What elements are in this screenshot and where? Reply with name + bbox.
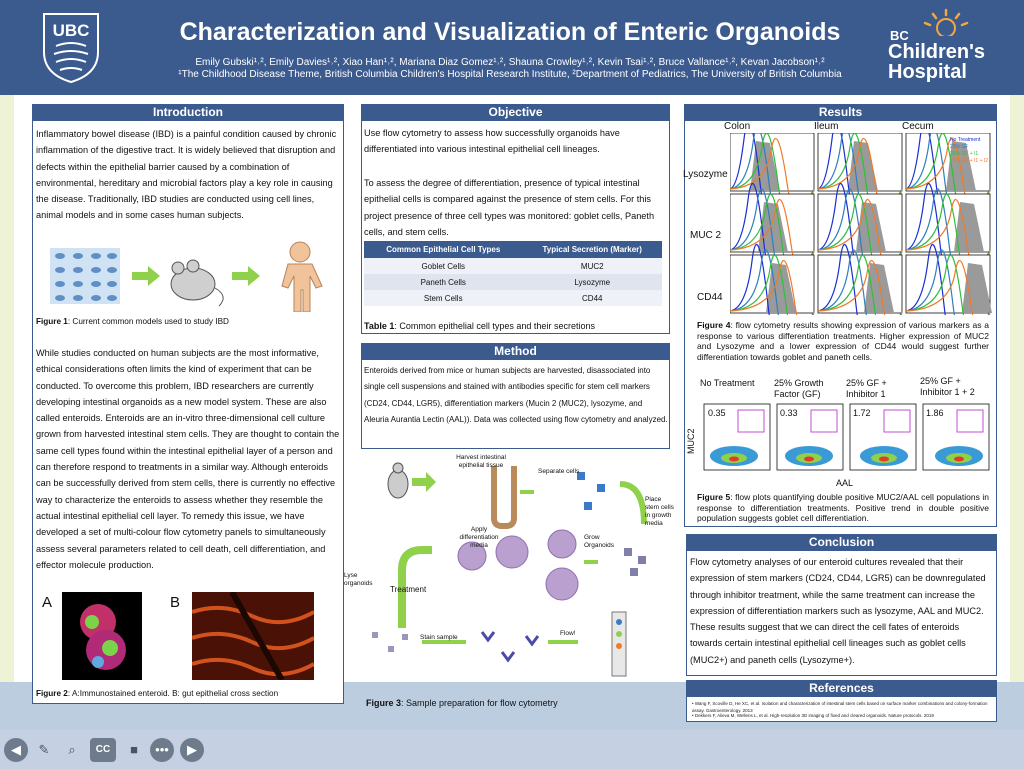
objective-para2: To assess the degree of differentiation, presence of typical intestinal epithelial cells is compared against the presence of stem cells. For this project presence of three cell types was monitored: goblet cells, Paneth cells, and stem cells. — [364, 178, 655, 237]
table-cell: CD44 — [523, 290, 663, 306]
step-lyse: Lyse organoids — [344, 572, 373, 587]
conclusion-heading: Conclusion — [686, 534, 997, 551]
figure3-label: Figure 3 — [366, 698, 402, 708]
figure4-caption-text: : flow cytometry results showing expression of various markers as a response to various differentiation treatments. Higher expression of MUC2 and Lysozyme and a lower expression of CD44 would suggest further differentiation towards goblet and paneth cells. — [697, 320, 989, 362]
childrens-label: Children's — [888, 41, 985, 63]
table-cell: Stem Cells — [364, 290, 523, 306]
figure2-caption-text: : A:Immunostained enteroid. B: gut epithelial cross section — [67, 689, 279, 698]
plot-value: 0.33 — [780, 408, 798, 418]
figure3-caption — [366, 698, 666, 709]
plot-title-no-treatment: No Treatment — [700, 378, 755, 388]
arrow-icon — [132, 266, 160, 286]
figure5-caption-text: : flow plots quantifying double positive MUC2/AAL cell populations in response to differentiation treatments. Positive trend in double positive population suggests goblet cell differentiation. — [697, 492, 990, 523]
closed-captions-button[interactable]: CC — [90, 738, 116, 762]
flow-density-peak — [954, 457, 964, 462]
hospital-label: Hospital — [888, 61, 967, 83]
ubc-logo — [42, 12, 100, 84]
video-icon[interactable]: ■ — [130, 742, 138, 757]
table-row — [364, 258, 662, 274]
table-cell: Paneth Cells — [364, 274, 523, 290]
legend-item: No Treatment — [950, 137, 981, 143]
human-icon — [282, 242, 322, 312]
table1-caption-text: : Common epithelial cell types and their secretions — [394, 321, 595, 331]
table-row — [364, 274, 662, 290]
table1-caption — [364, 321, 664, 332]
gut-epithelial-cross-section-image — [192, 592, 314, 680]
poster-header — [0, 0, 1024, 95]
step-place: Place stem cells in growth media — [645, 496, 674, 527]
svg-text:UBC: UBC — [52, 21, 90, 40]
introduction-para2: While studies conducted on human subjects are the most informative, ethical considerations often limits the kind of experiment that can be conducted. To overcome this problem, IBD researchers are currently developing intestinal organoids as a new model system. These are also called enteroids. Enteroids are an in-vitro three-dimensional cell culture grown from harvested intestinal stem cells. They are thought to contain the same cell types found within the intestinal epithelial layer of a person and can therefore respond to treatments in a similar way. Although enteroids can be successfully derived from stem cells, there is currently no effective way to characterize the enteroids to assess whether they resemble the actual intestinal epithelial cell layer. To remedy this issue, we have developed a set of multi-colour flow cytometry panels to simultaneously assess several parameters related to cell death, cell differentiation, and effector molecule production. — [36, 348, 340, 570]
flow-cytometer-icon — [612, 612, 626, 676]
step-treatment: Treatment — [390, 585, 427, 594]
column-label-ileum: Ileum — [814, 121, 839, 132]
objective-heading: Objective — [361, 104, 670, 121]
reference-item: • Dekkers F, Alieva M, Wellens L, et al. High-resolution 3D imaging of fixed and cleared organoids. Nature protocols. 2019 — [692, 713, 934, 718]
figure2-caption — [36, 688, 336, 699]
affiliations: ¹The Childhood Disease Theme, British Columbia Children's Hospital Research Institute, ²Department of Pediatrics, The University of British Columbia — [178, 69, 842, 80]
stem-cells-icon — [624, 548, 646, 576]
plot-title-gf: 25% Growth Factor (GF) — [774, 378, 824, 399]
figure3-caption-text: : Sample preparation for flow cytometry — [401, 698, 558, 708]
cell-types-table — [364, 241, 662, 306]
method-para: Enteroids derived from mice or human subjects are harvested, disassociated into single cell suspensions and stained with antibodies specific for stem cell markers (CD24, CD44, LGR5), differentiation markers (Mucin 2 (MUC2), lysozyme, and Aleuria Aurantia Lectin (AAL)). Data was collected using flow cytometry and analyzed. — [364, 366, 668, 424]
author-list: Emily Gubski¹˒², Emily Davies¹˒², Xiao Han¹˒², Mariana Diaz Gomez¹˒², Shauna Crowley¹˒², Kevin Tsai¹˒², Bruce Vallance¹˒², Kevan Jacobson¹˒² — [195, 57, 825, 68]
figure1-models-illustration — [48, 240, 338, 312]
stained-cells-icon — [482, 632, 538, 660]
bc-childrens-logo — [880, 8, 1000, 88]
table-row — [364, 290, 662, 306]
table1-label: Table 1 — [364, 321, 395, 331]
introduction-heading: Introduction — [32, 104, 344, 121]
flow-density-peak — [879, 457, 889, 462]
flow-density-peak — [729, 457, 739, 462]
figure2-label: Figure 2 — [36, 689, 68, 698]
figure4-caption — [697, 320, 989, 362]
reference-item: • Wang F, Scoville D, He XC, et al. Isolation and characterization of intestinal stem cells based on surface marker combinations and colony-formation assay. Gastroenterology. 2013 — [692, 701, 988, 713]
figure1-caption-text: : Current common models used to study IBD — [67, 317, 229, 326]
step-grow: Grow Organoids — [584, 534, 614, 549]
poster-title: Characterization and Visualization of Enteric Organoids — [179, 18, 841, 46]
plot-value: 1.86 — [926, 408, 944, 418]
table-cell: Lysozyme — [523, 274, 663, 290]
row-label-lysozyme: Lysozyme — [683, 169, 728, 180]
legend-item: 25% GF + I1 + I2 — [950, 158, 989, 164]
zoom-icon[interactable]: ⌕ — [68, 742, 76, 757]
objective-para1: Use flow cytometry to assess how successfully organoids have differentiated into various intestinal epithelial cell lineages. — [364, 128, 620, 155]
figure5-label: Figure 5 — [697, 492, 731, 502]
forward-icon[interactable]: ▶ — [180, 738, 204, 762]
figure5-caption — [697, 492, 989, 524]
right-margin-strip — [1010, 95, 1024, 730]
mouse-icon — [388, 463, 408, 498]
panel-b-label: B — [170, 594, 181, 611]
method-heading: Method — [361, 343, 670, 360]
arrow-icon — [620, 484, 644, 524]
row-label-muc2: MUC 2 — [690, 230, 722, 241]
plot-title-gf-i1: 25% GF + Inhibitor 1 — [846, 378, 887, 399]
column-label-colon: Colon — [724, 121, 751, 132]
results-heading: Results — [684, 104, 997, 121]
legend-item: 25% GF + I1 — [950, 151, 979, 157]
flow-density-peak — [804, 457, 814, 462]
y-axis-label: MUC2 — [686, 428, 696, 454]
step-stain: Stain sample — [420, 634, 458, 641]
figure5-flow-plots — [700, 402, 994, 474]
arrow-icon — [232, 266, 260, 286]
bc-label: BC — [890, 28, 909, 43]
step-harvest: Harvest intestinal epithelial tissue — [456, 454, 506, 469]
separated-cells-icon — [577, 472, 605, 510]
pen-icon[interactable]: ✎ — [38, 742, 50, 757]
step-apply: Apply differentiation media — [459, 526, 499, 549]
histogram-legend — [950, 137, 998, 165]
table-header-cell: Common Epithelial Cell Types — [364, 241, 523, 258]
table-header-row — [364, 241, 662, 258]
step-separate: Separate cells — [538, 468, 580, 475]
table-header-cell: Typical Secretion (Marker) — [523, 241, 663, 258]
left-margin-strip — [0, 95, 14, 730]
conclusion-para: Flow cytometry analyses of our enteroid cultures revealed that their expression of stem markers (CD24, CD44, LGR5) can be downregulated through inhibitor treatment, while the same treatment can increase the expression of differentiation markers such as lysozyme, AAL and MUC2. These results suggest that we can direct the cell fates of enteroids towards certain intestinal epithelial cell lineages such as goblet cells (MUC2+) and paneth cells (Lysozyme+). — [690, 557, 986, 665]
mouse-icon — [171, 260, 223, 306]
cell-line-icon — [50, 248, 120, 304]
back-icon[interactable]: ◀ — [4, 738, 28, 762]
figure3-workflow-diagram — [362, 452, 672, 690]
figure4-label: Figure 4 — [697, 320, 731, 330]
panel-a-label: A — [42, 594, 53, 611]
intestine-icon — [494, 466, 514, 526]
introduction-para1: Inflammatory bowel disease (IBD) is a painful condition caused by chronic inflammation of the digestive tract. It is widely believed that disruption and defects within the epithelial barrier caused by a combination of environmental, hereditary and microbial factors play a key role in causing the disease. Traditionally, IBD studies are conducted using cell lines, animal models and in some cases human subjects. — [36, 129, 337, 221]
lysed-cells-icon — [372, 632, 408, 652]
column-label-cecum: Cecum — [902, 121, 934, 132]
x-axis-label: AAL — [836, 478, 854, 488]
plot-value: 1.72 — [853, 408, 871, 418]
table-cell: MUC2 — [523, 258, 663, 274]
table-cell: Goblet Cells — [364, 258, 523, 274]
figure1-label: Figure 1 — [36, 317, 68, 326]
presentation-control-bar — [0, 730, 1024, 769]
references-heading: References — [686, 680, 997, 697]
figure1-caption — [36, 316, 336, 327]
row-label-cd44: CD44 — [697, 292, 723, 303]
step-flow: Flow! — [560, 630, 576, 637]
plot-title-gf-i1-i2: 25% GF + Inhibitor 1 + 2 — [920, 376, 975, 397]
arrow-icon — [412, 472, 436, 492]
plot-value: 0.35 — [708, 408, 726, 418]
legend-item: 25% GF — [950, 144, 969, 150]
more-icon[interactable]: ••• — [150, 738, 174, 762]
sun-icon — [916, 8, 976, 36]
immunostained-enteroid-image — [62, 592, 142, 680]
